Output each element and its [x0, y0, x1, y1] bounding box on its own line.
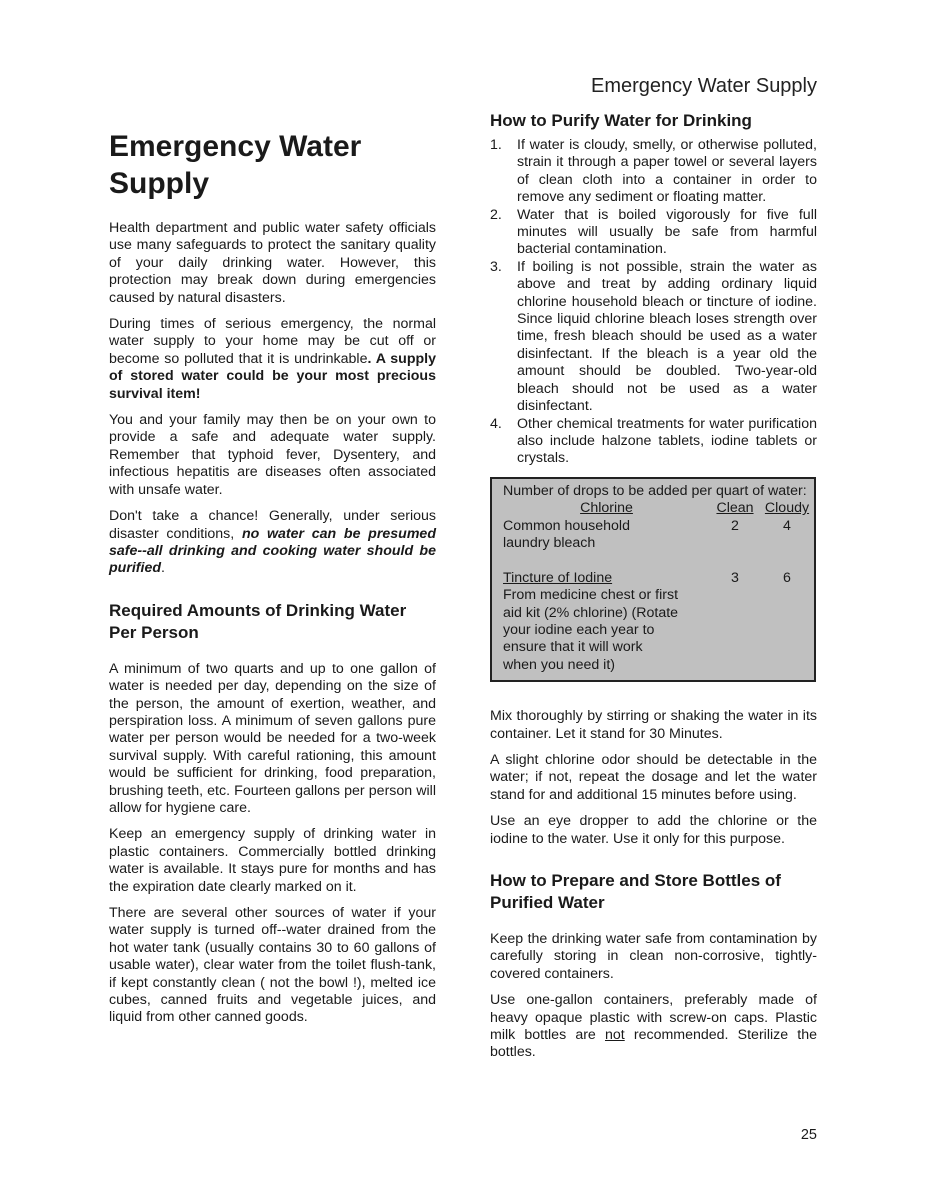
iodine-cloudy-value: 6 [783, 569, 791, 586]
purify-step-4 [490, 416, 817, 468]
chance-text: Don't take a chance! Generally, under serious disaster conditions, [109, 508, 436, 542]
bleach-label-line2: laundry bleach [503, 534, 596, 551]
chance-emphasis: no water can be presumed safe--all drinking and cooking water should be purified [109, 525, 436, 577]
iodine-note-line1: From medicine chest or first [503, 587, 679, 604]
step-text: Other chemical treatments for water purification also include halzone tablets, iodine tablets or crystals. [517, 415, 817, 467]
iodine-clean-value: 3 [731, 569, 739, 586]
purify-step-2 [490, 207, 817, 259]
bleach-cloudy-value: 4 [783, 517, 791, 534]
section-required-amounts-line2: Per Person [109, 622, 199, 642]
iodine-note-line4: ensure that it will work [503, 639, 643, 656]
main-title [109, 128, 436, 202]
page-number: 25 [800, 1127, 817, 1143]
other-sources-paragraph: There are several other sources of water if your water supply is turned off--water drained from the hot water tank (usually contains 30 to 60 gallons of usable water), clear water from the toilet flush-tank, if kept constantly clean ( not the bowl !), melted ice cubes, canned fruits and vegetable juices, and liquid from other canned goods. [109, 905, 436, 1026]
table-spacer [503, 552, 814, 569]
keep-safe-paragraph: Keep the drinking water safe from contamination by carefully storing in clean non-corrosive, tightly-covered containers. [490, 931, 817, 982]
drops-table [490, 477, 816, 682]
main-title-line2: Supply [109, 167, 210, 200]
step-number: 1. [490, 137, 502, 153]
bleach-label-line1: Common household [503, 517, 630, 534]
drops-row-bleach-cont [503, 535, 814, 552]
step-number: 3. [490, 258, 502, 275]
chance-end: . [161, 560, 165, 577]
emergency-paragraph [109, 316, 436, 403]
mix-paragraph: Mix thoroughly by stirring or shaking the water in its container. Let it stand for 30 Minutes. [490, 708, 817, 742]
iodine-note-line5: when you need it) [503, 656, 615, 673]
section-required-amounts-line1: Required Amounts of Drinking Water [109, 600, 407, 620]
drops-row-bleach [503, 518, 814, 535]
step-text: If boiling is not possible, strain the water as above and treat by adding ordinary liquid chlorine household bleach or tincture of iodine. Since liquid chlorine bleach loses strength over time, fresh bleach should be used as a water disinfectant. If the bleach is a year old the amount should be doubled. Two-year-old bleach should not be used as a water disinfectant. [517, 258, 817, 415]
intro-paragraph: Health department and public water safety officials use many safeguards to protect the sanitary quality of your daily drinking water. However, this protection may break down during emergencies caused by natural disasters. [109, 220, 436, 306]
section-prepare-store [490, 870, 817, 914]
gallon-not: not [604, 1027, 625, 1044]
bleach-clean-value: 2 [731, 517, 739, 534]
containers-paragraph: Keep an emergency supply of drinking water in plastic containers. Commercially bottled drinking water is available. It stays pure for months and has the expiration date clearly marked on it. [109, 826, 436, 895]
own-supply-paragraph: You and your family may then be on your own to provide a safe and adequate water supply. Remember that typhoid fever, Dysentery, and infectious hepatitis are diseases often associated with unsafe water. [109, 412, 436, 498]
purify-steps [490, 137, 817, 468]
purify-step-3 [490, 259, 817, 416]
section-required-amounts [109, 600, 436, 644]
drops-table-caption: Number of drops to be added per quart of water: [503, 482, 807, 499]
step-number: 2. [490, 206, 502, 223]
left-column [109, 128, 436, 1036]
col-header-chlorine: Chlorine [580, 500, 633, 517]
purify-step-1 [490, 137, 817, 207]
section-prepare-store-line1: How to Prepare and Store Bottles of [490, 871, 781, 891]
dropper-paragraph: Use an eye dropper to add the chlorine or the iodine to the water. Use it only for this purpose. [490, 813, 817, 847]
main-title-line1: Emergency Water [109, 130, 362, 163]
section-purify: How to Purify Water for Drinking [490, 111, 752, 130]
gallon-containers-paragraph [490, 992, 817, 1062]
step-text: Water that is boiled vigorously for five full minutes will usually be safe from harmful bacterial contamination. [517, 206, 817, 258]
gallon-text-b: recommended. Sterilize the bottles. [490, 1027, 817, 1061]
emergency-emphasis: . A supply of stored water could be your most precious survival item! [109, 350, 436, 402]
odor-paragraph: A slight chlorine odor should be detectable in the water; if not, repeat the dosage and let the water stand for and additional 15 minutes before using. [490, 751, 817, 803]
running-header: Emergency Water Supply [590, 75, 817, 97]
right-column [490, 110, 817, 1071]
step-number: 4. [490, 415, 502, 432]
col-header-cloudy: Cloudy [764, 500, 810, 517]
iodine-label: Tincture of Iodine [503, 569, 613, 586]
iodine-note-line2: aid kit (2% chlorine) (Rotate [503, 604, 679, 621]
drops-table-header [503, 500, 814, 517]
section-prepare-store-line2: Purified Water [490, 893, 605, 913]
minimum-paragraph: A minimum of two quarts and up to one gallon of water is needed per day, depending on the size of the person, the amount of exertion, weather, and perspiration loss. A minimum of seven gallons pure water per person would be needed for a two-week survival supply. With careful rationing, this amount would be sufficient for drinking, food preparation, brushing teeth, etc. Fourteen gallons per person will allow for hygiene care. [109, 660, 436, 816]
step-text: If water is cloudy, smelly, or otherwise polluted, strain it through a paper towel or several layers of clean cloth into a container in order to remove any sediment or floating matter. [517, 137, 817, 206]
emergency-text: During times of serious emergency, the normal water supply to your home may be cut off or become so polluted that it is undrinkable [109, 316, 436, 367]
gallon-text-a: Use one-gallon containers, preferably made of heavy opaque plastic with screw-on caps. Plastic milk bottles are [490, 992, 817, 1044]
col-header-clean: Clean [716, 500, 754, 517]
chance-paragraph [109, 508, 436, 578]
drops-row-iodine [503, 570, 814, 587]
iodine-note-line3: your iodine each year to [503, 621, 655, 638]
